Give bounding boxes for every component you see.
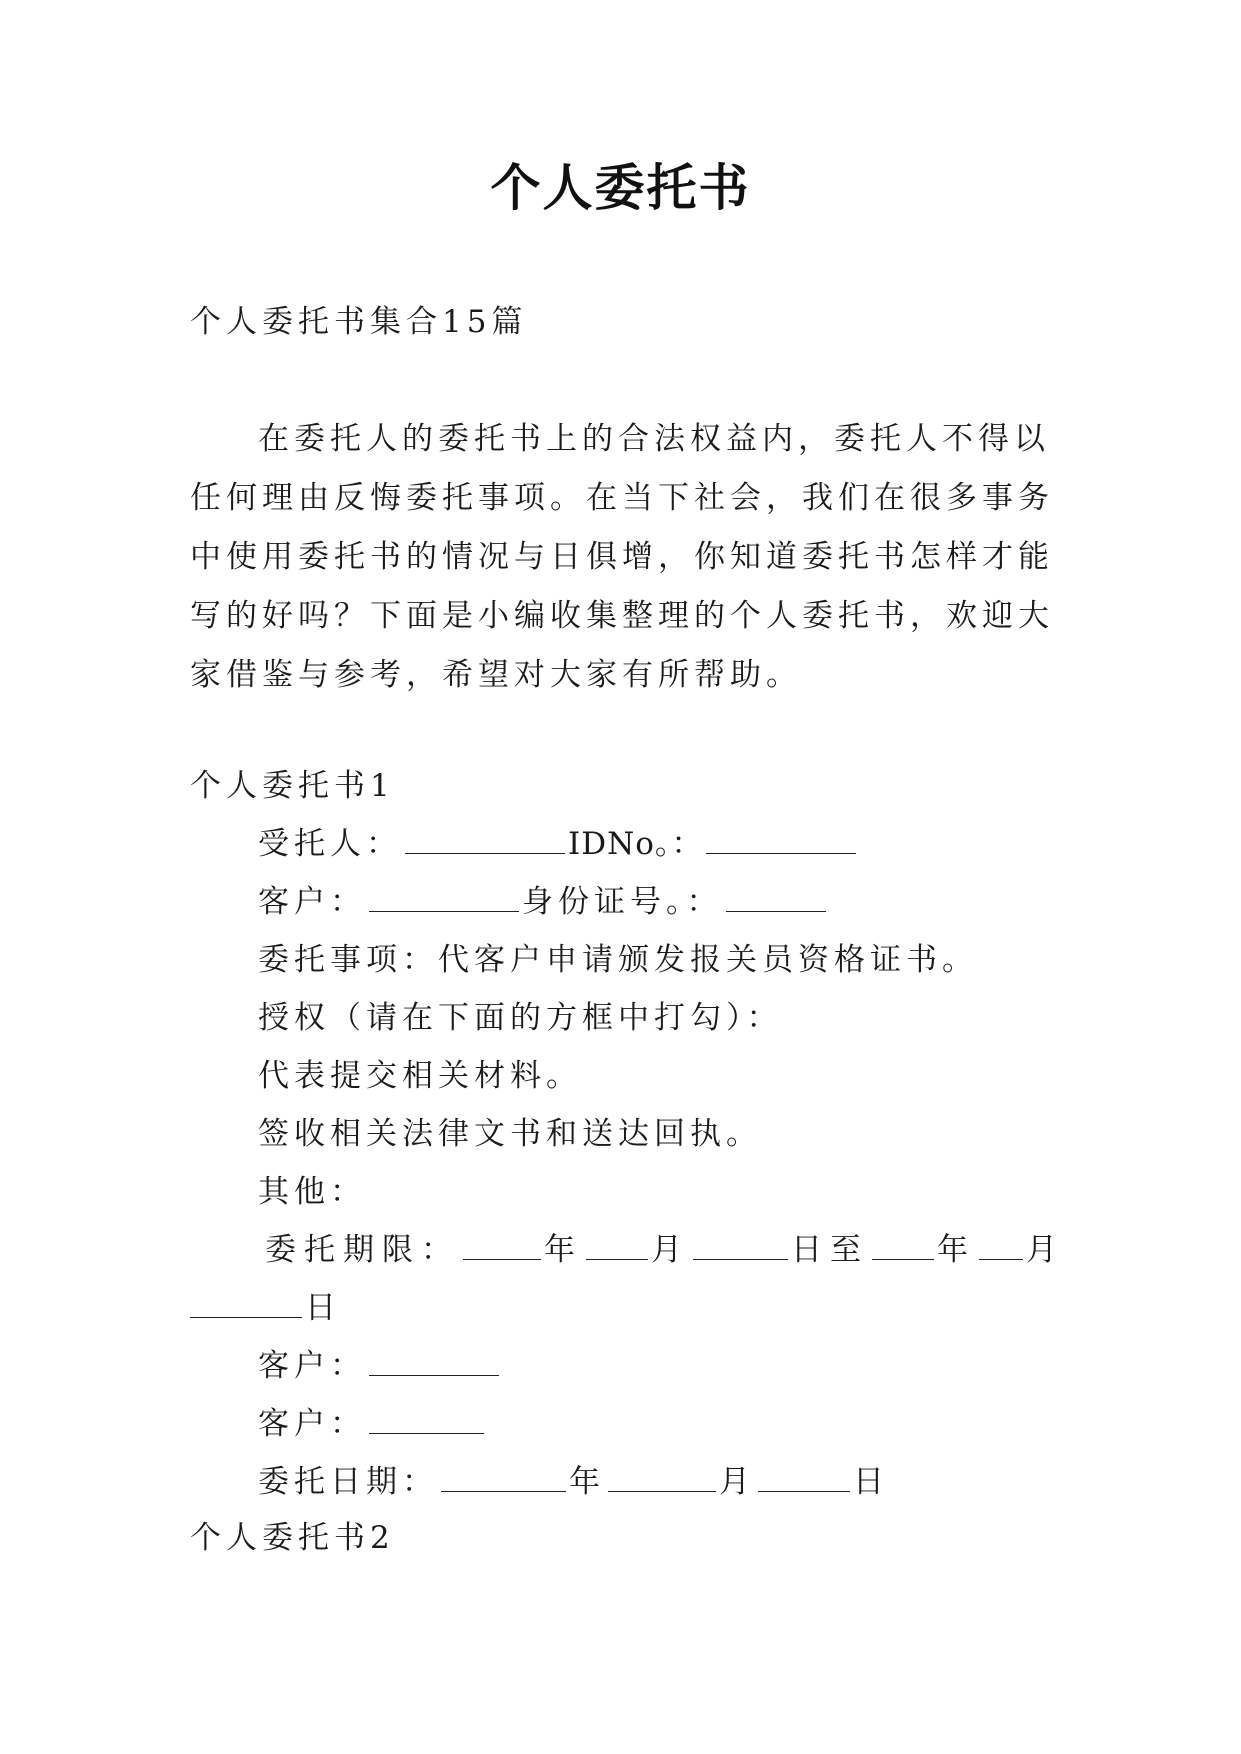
date-line xyxy=(258,1456,889,1501)
period-year2-label: 年 xyxy=(937,1232,976,1268)
authorization-line: 授权（请在下面的方框中打勾）： xyxy=(258,1000,783,1036)
client-sign2-label: 客户： xyxy=(258,1406,366,1442)
period-line xyxy=(265,1224,1065,1269)
period-year-blank xyxy=(463,1237,541,1260)
document-subtitle: 个人委托书集合15篇 xyxy=(190,304,528,340)
period-to-label: 日至 xyxy=(791,1232,869,1268)
client-sign1-line xyxy=(258,1340,502,1385)
period-month-label: 月 xyxy=(651,1232,690,1268)
id-label: IDNo。： xyxy=(568,826,704,862)
trustee-label: 受托人： xyxy=(258,826,402,862)
client-sign2-blank xyxy=(369,1411,484,1434)
period-day2-blank xyxy=(190,1295,302,1318)
section1-heading: 个人委托书1 xyxy=(190,768,395,804)
intro-text: 在委托人的委托书上的合法权益内，委托人不得以任何理由反悔委托事项。在当下社会，我们在很多事务中使用委托书的情况与日俱增，你知道委托书怎样才能写的好吗？下面是小编收集整理的个人委托书，欢迎大家借鉴与参考，希望对大家有所帮助。 xyxy=(190,421,1054,693)
client-sign1-label: 客户： xyxy=(258,1348,366,1384)
item1-line: 代表提交相关材料。 xyxy=(258,1058,582,1094)
date-day-label: 日 xyxy=(853,1464,889,1500)
date-month-blank xyxy=(608,1469,716,1492)
period-month-blank xyxy=(586,1237,648,1260)
section2-heading: 个人委托书2 xyxy=(190,1520,395,1556)
date-year-label: 年 xyxy=(569,1464,605,1500)
date-label: 委托日期： xyxy=(258,1464,438,1500)
id-blank xyxy=(706,831,856,854)
client-sign2-line xyxy=(258,1398,487,1443)
client-line xyxy=(258,876,829,921)
client-label: 客户： xyxy=(258,884,366,920)
date-month-label: 月 xyxy=(719,1464,755,1500)
date-year-blank xyxy=(441,1469,566,1492)
period-day-line xyxy=(190,1282,341,1327)
other-line: 其他： xyxy=(258,1174,366,1210)
item2-line: 签收相关法律文书和送达回执。 xyxy=(258,1116,762,1152)
period-year-label: 年 xyxy=(544,1232,583,1268)
date-day-blank xyxy=(758,1469,850,1492)
period-month2-label: 月 xyxy=(1026,1232,1065,1268)
trustee-line xyxy=(258,818,859,863)
period-year2-blank xyxy=(872,1237,934,1260)
client-blank xyxy=(369,889,519,912)
matter-line: 委托事项：代客户申请颁发报关员资格证书。 xyxy=(258,942,978,978)
period-month2-blank xyxy=(979,1237,1023,1260)
trustee-blank xyxy=(405,831,565,854)
period-day-blank xyxy=(693,1237,788,1260)
page-title: 个人委托书 xyxy=(490,158,751,217)
client-sign1-blank xyxy=(369,1353,499,1376)
period-day2-label: 日 xyxy=(305,1290,341,1326)
idcard-blank xyxy=(726,889,826,912)
idcard-label: 身份证号。： xyxy=(522,884,723,920)
intro-paragraph xyxy=(190,410,1055,705)
period-label: 委托期限： xyxy=(265,1232,460,1268)
